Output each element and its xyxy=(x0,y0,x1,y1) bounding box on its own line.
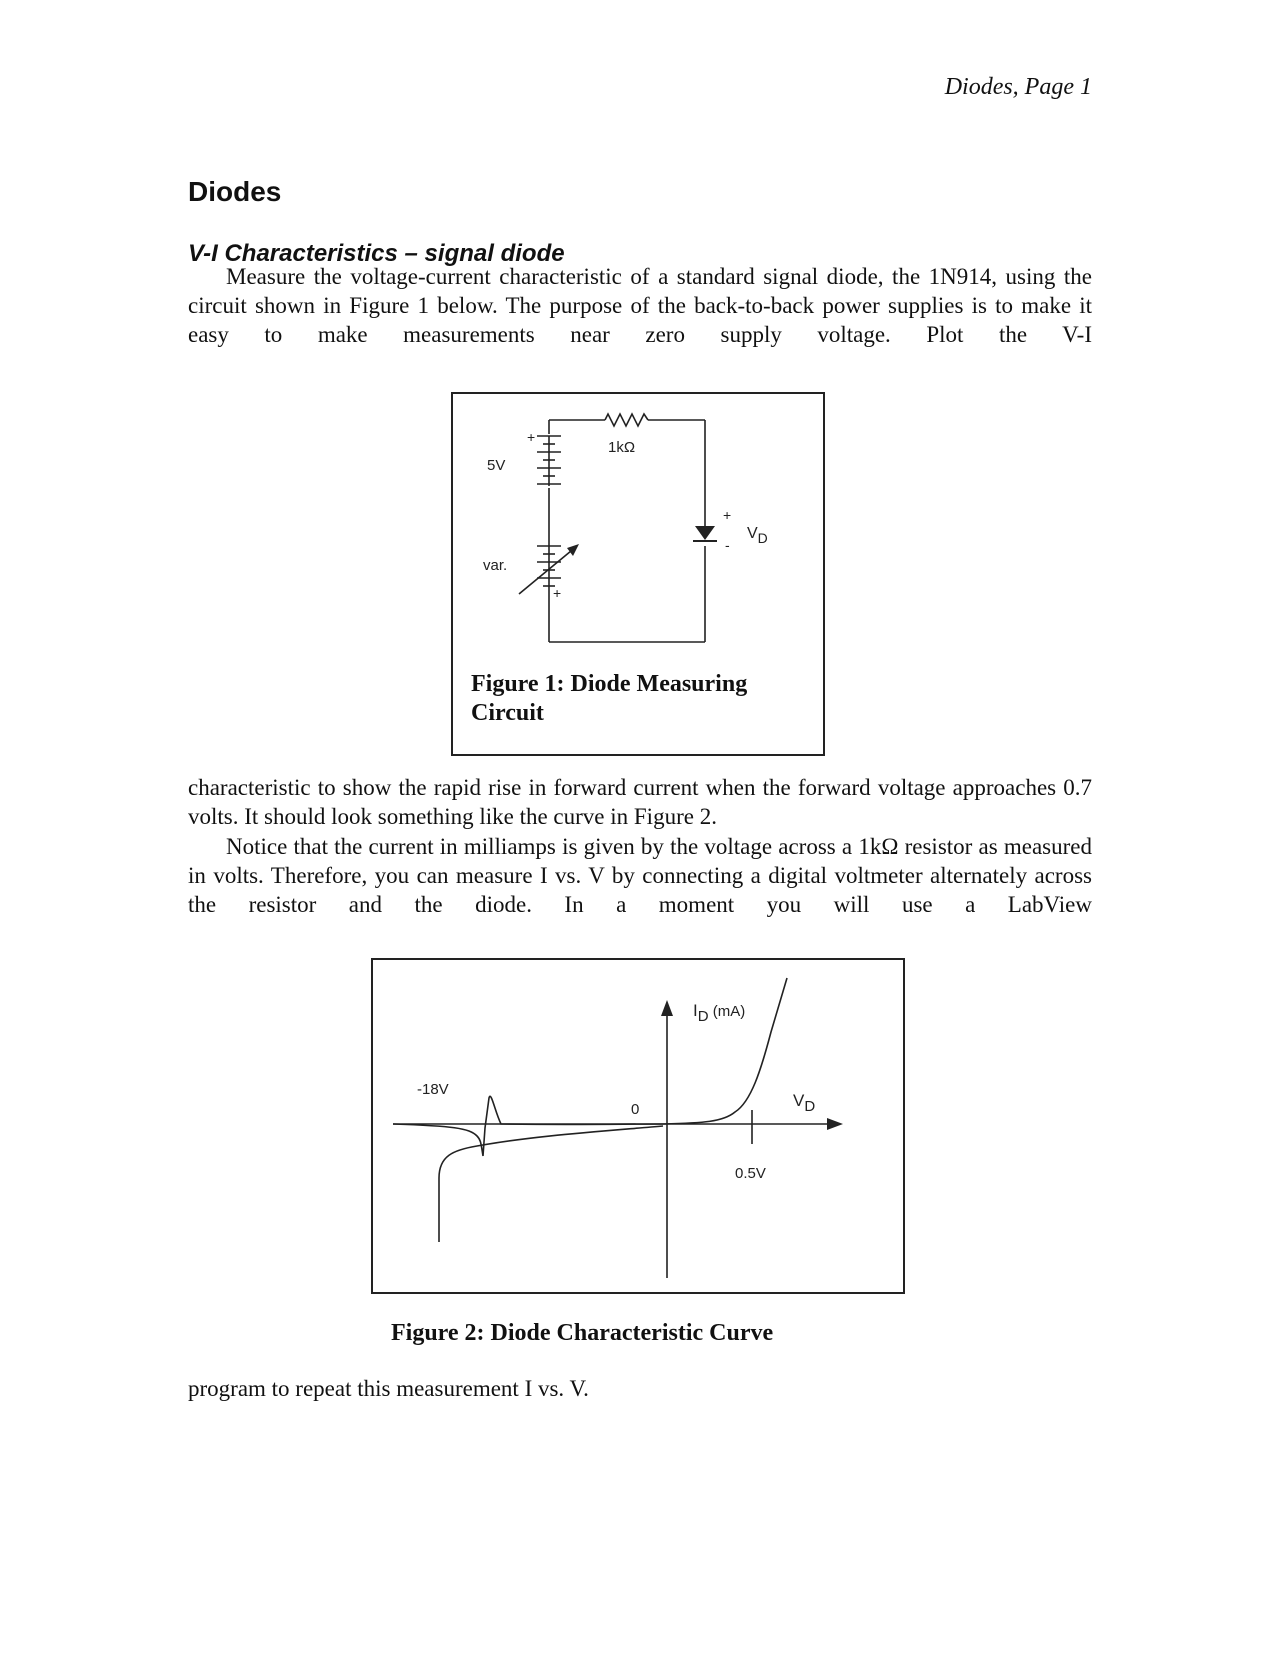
tick-label-0.5v: 0.5V xyxy=(735,1165,766,1182)
diode-plus-sign: + xyxy=(723,507,732,523)
paragraph-1: Measure the voltage-current characteristic of a standard signal diode, the 1N914, using the circuit shown in Figure 1 below. The purpose of the back-to-back power supplies is to make it easy to make measurements near zero supply voltage. Plot the V-I xyxy=(188,264,1092,347)
forward-current-curve xyxy=(663,978,787,1124)
figure-1-caption: Figure 1: Diode Measuring Circuit xyxy=(471,671,748,726)
section-heading: V-I Characteristics – signal diode xyxy=(188,240,565,267)
figure-2-caption: Figure 2: Diode Characteristic Curve xyxy=(391,1320,774,1346)
reverse-breakdown-curve xyxy=(439,1126,663,1242)
origin-label: 0 xyxy=(631,1101,640,1118)
page-title: Diodes xyxy=(188,176,282,207)
fixed-supply-plus: + xyxy=(527,429,536,445)
diode-voltage-label: VD xyxy=(747,525,768,546)
paragraph-3: Notice that the current in milliamps is given by the voltage across a 1kΩ resistor as measured in volts. Therefore, you can measure I vs. V by connecting a digital voltmeter alternately across the resistor and the diode. In a moment you will use a LabView xyxy=(188,834,1092,917)
diode-characteristic-chart xyxy=(373,960,903,1292)
figure-2 xyxy=(371,958,905,1294)
figure-1 xyxy=(451,392,825,756)
x-axis-label: VD xyxy=(793,1091,816,1115)
breakdown-voltage-label: -18V xyxy=(417,1081,449,1098)
fixed-supply-label: 5V xyxy=(487,457,506,474)
diode-minus-sign: - xyxy=(725,537,730,553)
paragraph-4: program to repeat this measurement I vs. V. xyxy=(188,1376,589,1401)
paragraph-2: characteristic to show the rapid rise in forward current when the forward voltage approaches 0.7 volts. It should look something like the curve in Figure 2. xyxy=(188,775,1092,829)
y-axis-label: ID (mA) xyxy=(693,1001,746,1025)
variable-supply-plus: + xyxy=(553,585,562,601)
running-head: Diodes, Page 1 xyxy=(944,74,1092,100)
paragraph-2-line-block xyxy=(188,773,1092,831)
reverse-noise-curve xyxy=(393,1096,663,1156)
variable-supply-label: var. xyxy=(483,557,508,574)
resistor-label: 1kΩ xyxy=(608,439,636,456)
x-axis-arrow-icon xyxy=(827,1118,843,1130)
y-axis-arrow-icon xyxy=(661,1000,673,1016)
